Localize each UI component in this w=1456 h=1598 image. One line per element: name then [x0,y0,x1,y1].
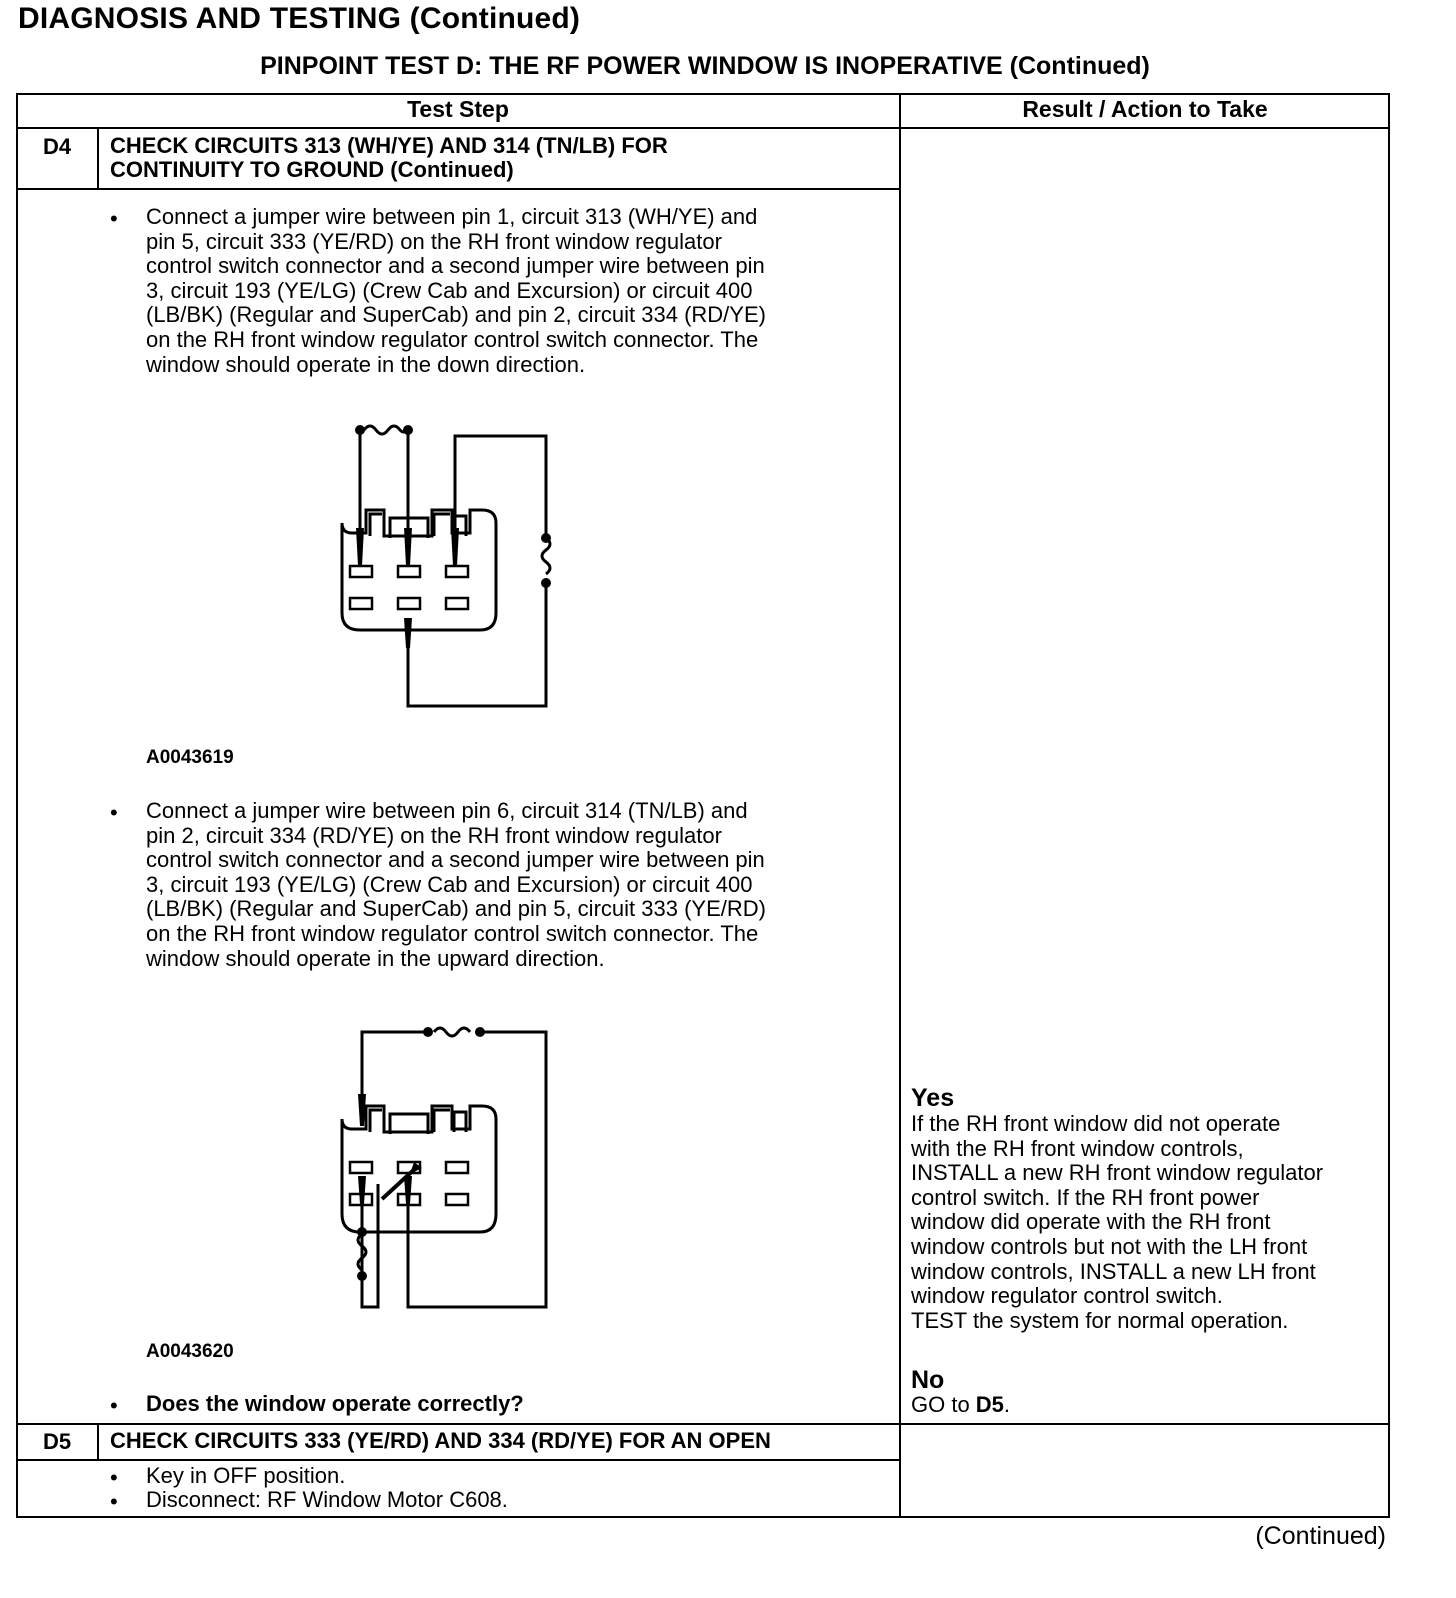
text-line: pin 5, circuit 333 (YE/RD) on the RH front window regulator [146,228,722,254]
text-line: window should operate in the upward direction. [146,945,605,971]
text-line: Connect a jumper wire between pin 1, circuit 313 (WH/YE) and [146,204,758,229]
col-divider-id-d5 [97,1424,99,1460]
text-line: (LB/BK) (Regular and SuperCab) and pin 2, circuit 334 (RD/YE) [146,302,766,328]
result-no-label: No [911,1366,945,1394]
result-no-text [911,1393,1391,1418]
d4-heading-line2: CONTINUITY TO GROUND (Continued) [110,157,514,182]
d4-bullet1-text [146,205,766,377]
figure2-id: A0043620 [146,1341,234,1362]
bullet-marker: • [110,1489,118,1514]
figure1-id: A0043619 [146,747,234,768]
text-line: on the RH front window regulator control switch connector. The [146,920,759,946]
text-line: on the RH front window regulator control switch connector. The [146,326,759,352]
d4-heading-divider [16,188,900,190]
header-result: Result / Action to Take [1022,96,1268,122]
bullet-marker: • [110,800,118,825]
header-divider [16,127,1390,129]
text-line: pin 2, circuit 334 (RD/YE) on the RH front window regulator [146,822,722,848]
text-line: window should operate in the down direction. [146,351,586,377]
text-line: control switch connector and a second jumper wire between pin [146,847,765,873]
connector-diagram-1 [320,418,580,718]
d5-heading: CHECK CIRCUITS 333 (YE/RD) AND 334 (RD/YE) FOR AN OPEN [110,1428,771,1453]
text-line: TEST the system for normal operation. [911,1307,1289,1333]
text-line: window controls, INSTALL a new LH front [911,1258,1316,1284]
header-test-step: Test Step [407,96,509,122]
text-line: with the RH front window controls, [911,1135,1244,1161]
result-yes-label: Yes [911,1084,955,1112]
d4-question: Does the window operate correctly? [146,1391,524,1416]
bullet-marker: • [110,206,118,231]
d4-heading-line1: CHECK CIRCUITS 313 (WH/YE) AND 314 (TN/LB) FOR [110,133,668,158]
text-line: control switch connector and a second jumper wire between pin [146,253,765,279]
text-line: INSTALL a new RH front window regulator [911,1160,1324,1186]
step-id-d4: D4 [42,134,72,159]
text-line: (LB/BK) (Regular and SuperCab) and pin 5, circuit 333 (YE/RD) [146,896,766,922]
continued-label: (Continued) [1255,1522,1386,1550]
go-to-prefix: GO to [911,1392,976,1417]
go-to-suffix: . [1003,1392,1011,1417]
d4-bullet2-text [146,799,766,971]
bullet-marker: • [110,1393,118,1418]
text-line: If the RH front window did not operate [911,1111,1281,1136]
page-title: DIAGNOSIS AND TESTING (Continued) [18,2,581,35]
text-line: window did operate with the RH front [911,1209,1271,1235]
d5-bullet-text: Disconnect: RF Window Motor C608. [146,1487,508,1512]
connector-diagram-2 [320,1014,580,1314]
text-line: Connect a jumper wire between pin 6, circuit 314 (TN/LB) and [146,798,748,823]
bullet-marker: • [110,1465,118,1490]
d4-d5-divider [16,1423,1390,1425]
d4-heading [110,134,668,182]
d5-bullet-text: Key in OFF position. [146,1463,346,1488]
col-divider-id-d4 [97,128,99,189]
text-line: 3, circuit 193 (YE/LG) (Crew Cab and Excursion) or circuit 400 [146,871,753,897]
text-line: control switch. If the RH front power [911,1184,1260,1210]
d5-heading-divider [16,1459,900,1461]
text-line: window controls but not with the LH front [911,1233,1308,1259]
text-line: 3, circuit 193 (YE/LG) (Crew Cab and Excursion) or circuit 400 [146,277,753,303]
text-line: window regulator control switch. [911,1283,1223,1309]
col-divider-main [899,93,901,1518]
go-to-target: D5 [975,1392,1004,1417]
step-id-d5: D5 [42,1429,72,1454]
result-yes-text [911,1112,1391,1333]
pinpoint-test-title: PINPOINT TEST D: THE RF POWER WINDOW IS INOPERATIVE (Continued) [260,52,1150,80]
